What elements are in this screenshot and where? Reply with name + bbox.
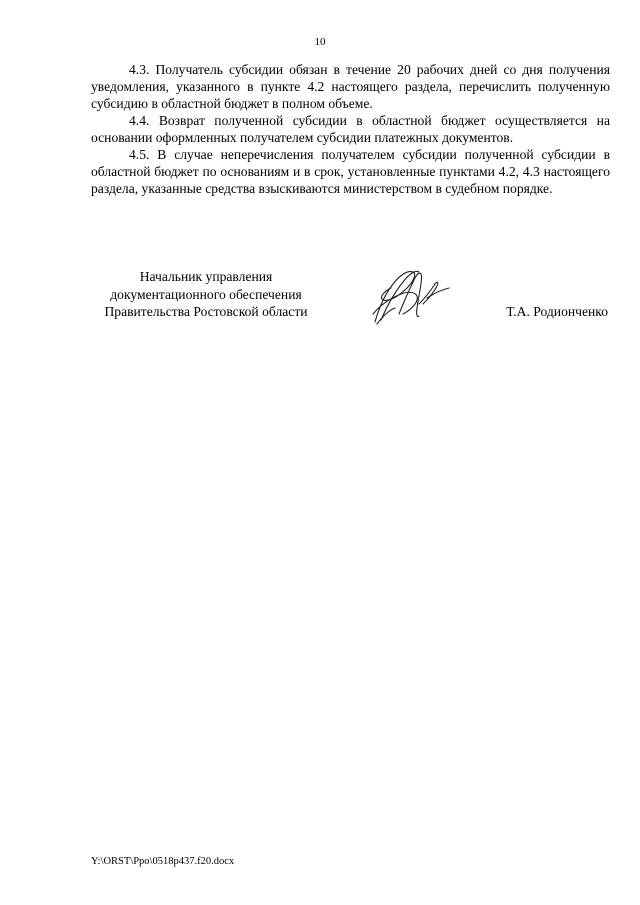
paragraph-4-4: 4.4. Возврат полученной субсидии в областной бюджет осуществляется на основании оформленных получателем субсидии платежных документов. (91, 113, 610, 145)
signer-position-line: документационного обеспечения (110, 286, 302, 302)
paragraph-4-5: 4.5. В случае неперечисления получателем субсидии полученной субсидии в областной бюджет по основаниям и в срок, установленные пунктами 4.2, 4.3 настоящего раздела, указанные средства взыскиваются министерством в судебном порядке. (91, 147, 610, 196)
handwritten-signature (369, 264, 451, 326)
file-path: Y:\ORST\Ppo\0518p437.f20.docx (91, 856, 235, 867)
signature-block (91, 268, 610, 328)
signer-position (91, 268, 321, 321)
signer-position-line: Начальник управления (139, 269, 273, 284)
signer-name: Т.А. Родионченко (506, 304, 608, 319)
page-number: 10 (314, 36, 326, 48)
document-body (91, 61, 610, 197)
signer-position-line: Правительства Ростовской области (104, 304, 308, 319)
paragraph-4-3: 4.3. Получатель субсидии обязан в течение 20 рабочих дней со дня получения уведомления, указанного в пункте 4.2 настоящего раздела, перечислить полученную субсидию в областной бюджет в полном объеме. (91, 62, 610, 111)
